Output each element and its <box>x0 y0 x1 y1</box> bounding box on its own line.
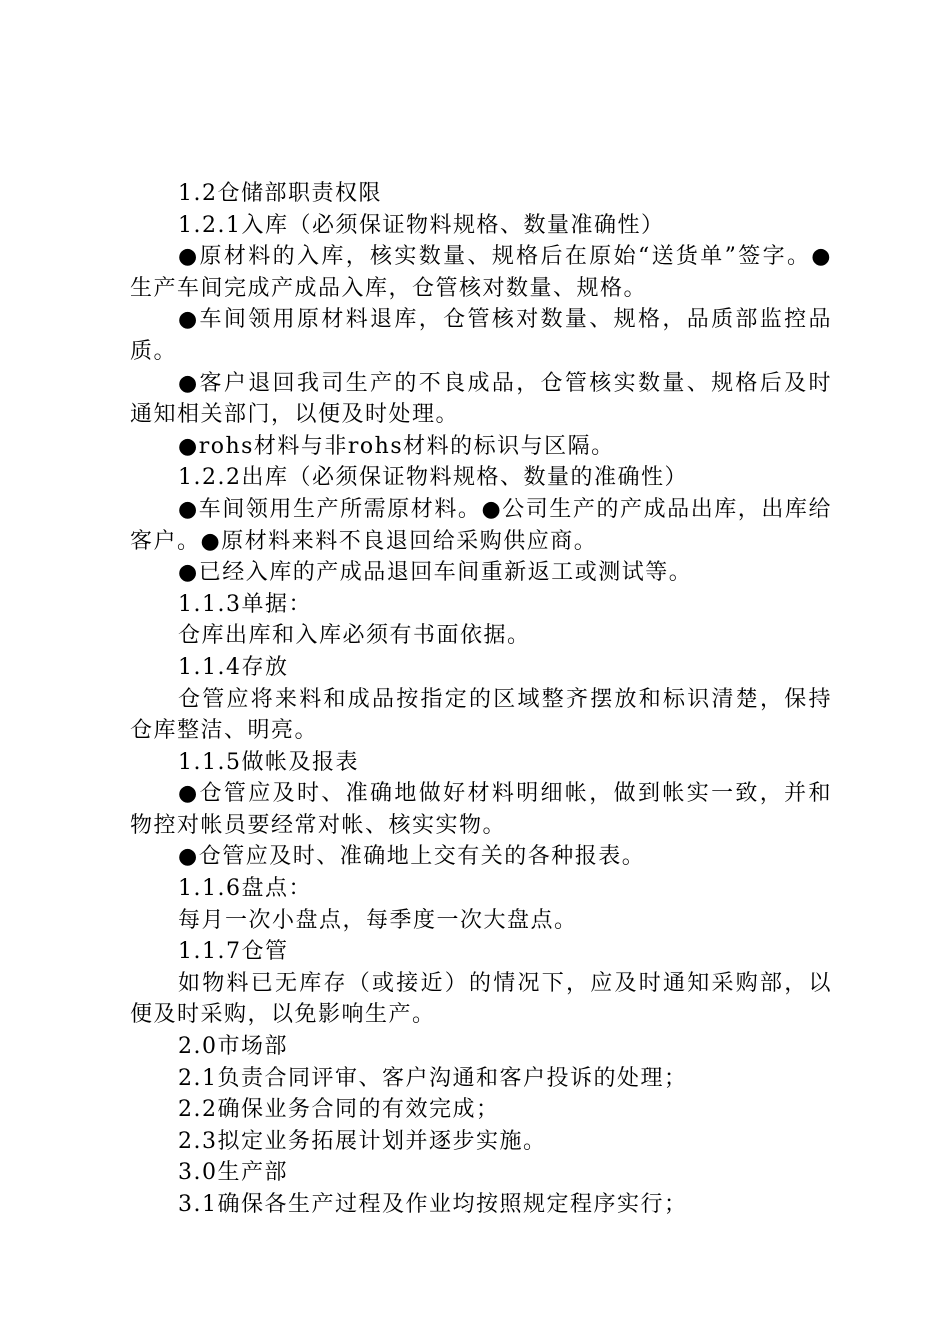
paragraph-inbound-2: ●车间领用原材料退库，仓管核对数量、规格，品质部监控品质。 <box>130 307 832 364</box>
paragraph-accounting-1: ●仓管应及时、准确地做好材料明细帐，做到帐实一致，并和物控对帐员要经常对帐、核实实物。 <box>130 781 832 838</box>
paragraph-inbound-4: ●rohs材料与非rohs材料的标识与区隔。 <box>178 433 615 459</box>
paragraph-warehouse-keeper: 如物料已无库存（或接近）的情况下，应及时通知采购部，以便及时采购，以免影响生产。 <box>130 970 832 1028</box>
subsection-heading-1-1-3: 1.1.3单据： <box>178 591 312 617</box>
paragraph-2-2: 2.2确保业务合同的有效完成； <box>178 1097 500 1123</box>
subsection-heading-1-2-1: 1.2.1入库（必须保证物料规格、数量准确性） <box>178 212 665 238</box>
section-heading-2-0: 2.0市场部 <box>178 1034 288 1060</box>
subsection-heading-1-2-2: 1.2.2出库（必须保证物料规格、数量的准确性） <box>178 465 688 491</box>
paragraph-accounting-2: ●仓管应及时、准确地上交有关的各种报表。 <box>178 844 646 870</box>
paragraph-inventory-count: 每月一次小盘点，每季度一次大盘点。 <box>178 907 578 933</box>
document-body <box>130 178 832 1221</box>
paragraph-2-1: 2.1负责合同评审、客户沟通和客户投诉的处理； <box>178 1065 688 1091</box>
paragraph-inbound-1: ●原材料的入库，核实数量、规格后在原始“送货单”签字。●生产车间完成产成品入库，仓管核对数量、规格。 <box>130 244 832 301</box>
subsection-heading-1-1-6: 1.1.6盘点： <box>178 876 312 902</box>
paragraph-3-1: 3.1确保各生产过程及作业均按照规定程序实行； <box>178 1192 688 1217</box>
paragraph-outbound-1: ●车间领用生产所需原材料。●公司生产的产成品出库，出库给客户。●原材料来料不良退回给采购供应商。 <box>130 496 832 554</box>
paragraph-documents: 仓库出库和入库必须有书面依据。 <box>178 623 531 649</box>
paragraph-outbound-2: ●已经入库的产成品退回车间重新返工或测试等。 <box>178 560 693 586</box>
subsection-heading-1-1-4: 1.1.4存放 <box>178 654 289 680</box>
subsection-heading-1-1-7: 1.1.7仓管 <box>178 939 289 965</box>
section-heading-1-2: 1.2仓储部职责权限 <box>178 181 382 206</box>
paragraph-2-3: 2.3拟定业务拓展计划并逐步实施。 <box>178 1128 547 1154</box>
paragraph-inbound-3: ●客户退回我司生产的不良成品，仓管核实数量、规格后及时通知相关部门，以便及时处理。 <box>130 370 832 428</box>
subsection-heading-1-1-5: 1.1.5做帐及报表 <box>178 749 359 775</box>
paragraph-storage: 仓管应将来料和成品按指定的区域整齐摆放和标识清楚，保持仓库整洁、明亮。 <box>130 686 832 744</box>
section-heading-3-0: 3.0生产部 <box>178 1160 288 1186</box>
